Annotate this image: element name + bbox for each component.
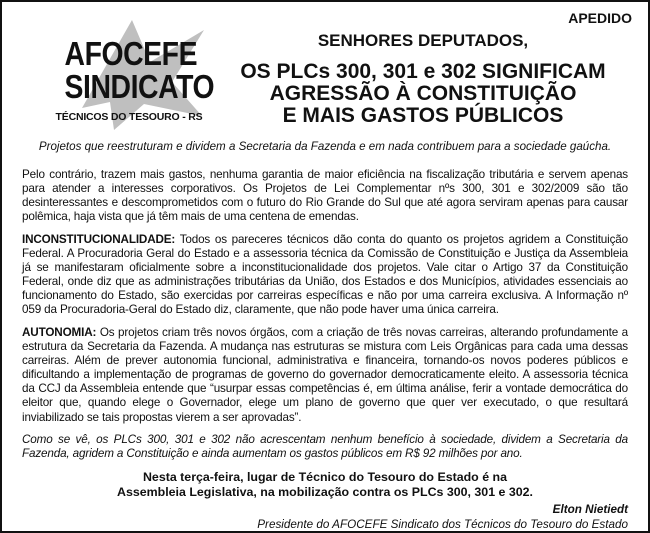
intro-line: Projetos que reestruturam e dividem a Secretaria da Fazenda e em nada contribuem para a sociedade gaúcha.: [38, 140, 612, 153]
callout: [22, 470, 628, 501]
logo-line-afocefe: AFOCEFE: [64, 35, 198, 72]
signature: [22, 502, 628, 532]
headline-line-3: E MAIS GASTOS PÚBLICOS: [282, 104, 564, 127]
signature-role: Presidente do AFOCEFE Sindicato dos Técnicos do Tesouro do Estado: [257, 517, 628, 531]
paragraph-label: INCONSTITUCIONALIDADE:: [22, 232, 176, 246]
afocefe-logo: [54, 20, 215, 130]
callout-line-2: Assembleia Legislativa, na mobilização contra os PLCs 300, 301 e 302.: [117, 485, 533, 500]
paragraph-autonomia: [22, 326, 628, 425]
paragraph-conclusion: Como se vê, os PLCs 300, 301 e 302 não acrescentam nenhum benefício à sociedade, dividem a Secretaria da Fazenda, agridem a Constituição e ainda aumentam os gastos públicos em R$ 92 milhões por ano.: [22, 433, 628, 461]
headline-line-2: AGRESSÃO À CONSTITUIÇÃO: [269, 82, 577, 105]
apedido-tag: APEDIDO: [568, 10, 632, 26]
headline-line-1: OS PLCs 300, 301 e 302 SIGNIFICAM: [240, 60, 606, 83]
paragraph-1: Pelo contrário, trazem mais gastos, nenhuma garantia de maior eficiência na fiscalização tributária e servem apenas para atender a interesses corporativos. Os Projetos de Lei Complementar nºs 300, 301 e 302/2009 são tão desinteressantes e descomprometidos com o futuro do Rio Grande do Sul que até agora serviram apenas para causar polêmica, haja vista que já têm mais de uma centena de emendas.: [22, 168, 628, 224]
signature-name: Elton Nietiedt: [552, 502, 628, 516]
paragraph-text: Todos os pareceres técnicos dão conta do quanto os projetos agridem a Constituição Federal. A Procuradoria Geral do Estado e a assessoria técnica da Comissão de Constituição e Justiça da Assembleia já se manifestaram oficialmente sobre a inconstitucionalidade dos projetos. Vale citar o Artigo 37 da Constituição Federal, onde diz que as administrações tributárias da União, dos Estados e dos Municípios, atividades essenciais ao funcionamento do Estado, são exercidas por carreiras específicas e não por uma carreira exclusiva. A Informação nº 059 da Procuradoria-Geral do Estado diz, claramente, que não pode haver uma única carreira.: [22, 232, 628, 317]
paragraph-inconstitucionalidade: [22, 233, 628, 318]
paragraph-label: AUTONOMIA:: [22, 325, 97, 339]
logo-line-tecnicos: TÉCNICOS DO TESOURO - RS: [55, 111, 203, 123]
logo-line-sindicato: SINDICATO: [64, 68, 215, 105]
headline: [226, 30, 620, 127]
paragraph-text: Os projetos criam três novos órgãos, com a criação de três novas carreiras, alterando profundamente a estrutura da Secretaria da Fazenda. A mudança nas estruturas se mistura com Leis Orgânicas para cada uma dessas carreiras. Além de prever autonomia funcional, administrativa e financeira, tornando-os novos poderes públicos e dificultando a implementação de programas de governo do governador democraticamente eleito. A assessoria técnica da CCJ da Assembleia entende que “usurpar essas competências é, em última análise, ferir a vontade democrática do eleitor que, quando elege o Governador, elege um plano de governo que quer ver executado, o que resultará inviabilizado se tais propostas vierem a ser aprovadas”.: [22, 325, 628, 424]
article-body: [22, 168, 628, 532]
headline-subtitle: SENHORES DEPUTADOS,: [317, 31, 529, 50]
callout-line-1: Nesta terça-feira, lugar de Técnico do Tesouro do Estado é na: [142, 469, 507, 484]
